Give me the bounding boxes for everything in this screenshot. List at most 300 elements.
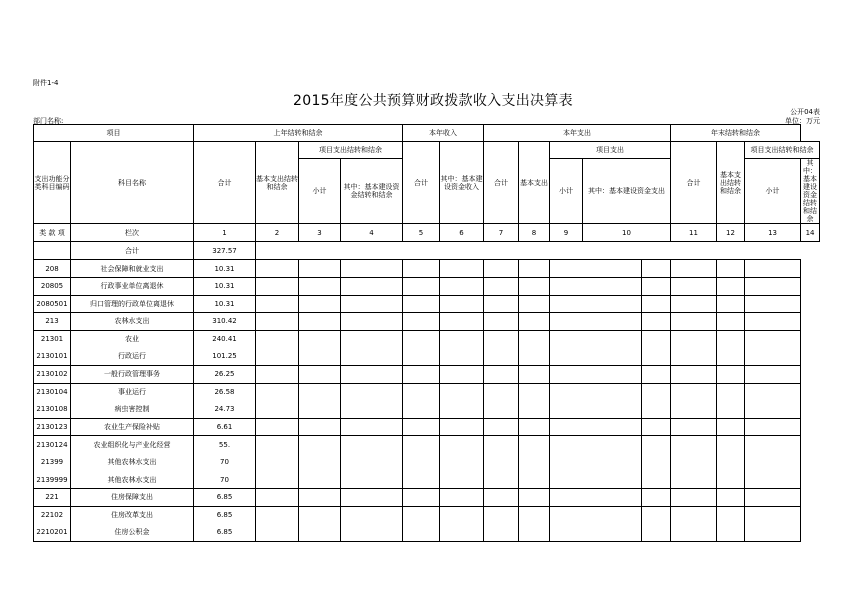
row-cell — [671, 383, 717, 401]
row-cell — [519, 383, 550, 401]
row-cell — [745, 524, 801, 542]
row-cell — [256, 506, 299, 524]
row-cell — [341, 506, 403, 524]
row-cell — [299, 277, 341, 295]
row-name: 事业运行 — [71, 383, 194, 401]
row-cell — [484, 436, 519, 454]
row-cell — [440, 471, 484, 489]
row-cell — [299, 489, 341, 507]
row-code: 2139999 — [34, 471, 71, 489]
row-cell — [403, 471, 440, 489]
header-prev-subtotal: 小计 — [299, 159, 341, 224]
row-cell — [550, 330, 642, 348]
row-cell — [550, 418, 642, 436]
row-cell — [642, 418, 671, 436]
row-cell — [745, 277, 801, 295]
row-cell — [341, 418, 403, 436]
row-cell — [745, 295, 801, 313]
row-cell — [519, 401, 550, 419]
row-cell — [717, 453, 745, 471]
col-number-3: 3 — [299, 224, 341, 242]
header-income-capital: 其中：基本建设资金收入 — [440, 142, 484, 224]
row-cell — [299, 348, 341, 366]
total-blank — [256, 242, 801, 260]
row-name: 其他农林水支出 — [71, 471, 194, 489]
row-cell — [256, 383, 299, 401]
row-cell — [745, 330, 801, 348]
row-name: 住房改革支出 — [71, 506, 194, 524]
row-cell — [440, 436, 484, 454]
table-row — [34, 453, 820, 471]
row-cell — [550, 489, 642, 507]
form-code: 公开04表 — [790, 108, 820, 116]
row-cell — [642, 348, 671, 366]
row-cell — [299, 260, 341, 278]
row-cell — [550, 348, 642, 366]
row-cell — [550, 506, 642, 524]
row-cell — [717, 524, 745, 542]
row-cell — [341, 453, 403, 471]
row-cell — [519, 453, 550, 471]
row-cell — [256, 524, 299, 542]
header-expense-project: 项目支出 — [550, 142, 671, 159]
row-cell — [717, 418, 745, 436]
row-cell — [745, 365, 801, 383]
table-row — [34, 295, 820, 313]
row-cell — [745, 383, 801, 401]
row-cell — [745, 260, 801, 278]
row-cell — [403, 506, 440, 524]
row-amount: 24.73 — [194, 401, 256, 419]
header-cur-income: 本年收入 — [403, 125, 484, 142]
row-cell — [717, 295, 745, 313]
row-cell — [745, 418, 801, 436]
row-cell — [299, 418, 341, 436]
row-code: 2080501 — [34, 295, 71, 313]
row-code: 2130102 — [34, 365, 71, 383]
row-cell — [550, 436, 642, 454]
header-end-balance: 年末结转和结余 — [671, 125, 801, 142]
row-cell — [671, 489, 717, 507]
row-cell — [299, 313, 341, 331]
row-cell — [440, 524, 484, 542]
row-amount: 6.61 — [194, 418, 256, 436]
row-cell — [671, 277, 717, 295]
row-cell — [440, 453, 484, 471]
unit-label: 单位：万元 — [785, 117, 820, 125]
row-code: 2130124 — [34, 436, 71, 454]
row-cell — [440, 260, 484, 278]
col-number-5: 5 — [403, 224, 440, 242]
row-cell — [671, 365, 717, 383]
total-amount: 327.57 — [194, 242, 256, 260]
row-cell — [341, 260, 403, 278]
row-cell — [671, 313, 717, 331]
table-row — [34, 489, 820, 507]
row-cell — [341, 365, 403, 383]
row-cell — [341, 436, 403, 454]
row-cell — [519, 524, 550, 542]
row-cell — [440, 365, 484, 383]
table-row — [34, 471, 820, 489]
header-project: 项目 — [34, 125, 194, 142]
table-row — [34, 330, 820, 348]
row-cell — [484, 453, 519, 471]
row-cell — [519, 506, 550, 524]
header-col-label: 栏次 — [71, 224, 194, 242]
row-name: 社会保障和就业支出 — [71, 260, 194, 278]
attachment-label: 附件1-4 — [33, 79, 59, 87]
row-cell — [745, 471, 801, 489]
row-amount: 10.31 — [194, 295, 256, 313]
row-cell — [671, 330, 717, 348]
row-cell — [642, 401, 671, 419]
row-code: 2210201 — [34, 524, 71, 542]
row-cell — [550, 383, 642, 401]
table-row — [34, 418, 820, 436]
total-label: 合计 — [71, 242, 194, 260]
row-cell — [256, 471, 299, 489]
row-cell — [299, 453, 341, 471]
row-cell — [519, 471, 550, 489]
col-number-4: 4 — [341, 224, 403, 242]
col-number-9: 9 — [550, 224, 583, 242]
row-cell — [341, 330, 403, 348]
row-cell — [717, 348, 745, 366]
row-cell — [550, 365, 642, 383]
row-cell — [299, 471, 341, 489]
row-cell — [484, 383, 519, 401]
header-prev-basic: 基本支出结转和结余 — [256, 142, 299, 224]
row-cell — [745, 489, 801, 507]
row-name: 归口管理的行政单位离退休 — [71, 295, 194, 313]
row-code: 21399 — [34, 453, 71, 471]
row-code: 208 — [34, 260, 71, 278]
row-cell — [484, 365, 519, 383]
table-row — [34, 277, 820, 295]
row-code: 2130104 — [34, 383, 71, 401]
row-cell — [642, 295, 671, 313]
col-number-7: 7 — [484, 224, 519, 242]
row-amount: 6.85 — [194, 506, 256, 524]
col-number-14: 14 — [801, 224, 820, 242]
row-cell — [403, 330, 440, 348]
row-name: 农业 — [71, 330, 194, 348]
row-cell — [484, 260, 519, 278]
row-code: 2130101 — [34, 348, 71, 366]
row-name: 病虫害控制 — [71, 401, 194, 419]
row-cell — [341, 401, 403, 419]
row-amount: 101.25 — [194, 348, 256, 366]
header-kind: 类 款 项 — [34, 224, 71, 242]
row-cell — [519, 330, 550, 348]
row-cell — [550, 295, 642, 313]
row-code: 221 — [34, 489, 71, 507]
row-cell — [256, 489, 299, 507]
row-cell — [642, 524, 671, 542]
row-cell — [550, 277, 642, 295]
row-cell — [440, 401, 484, 419]
row-cell — [299, 524, 341, 542]
row-cell — [299, 365, 341, 383]
col-number-1: 1 — [194, 224, 256, 242]
row-cell — [256, 348, 299, 366]
row-cell — [642, 365, 671, 383]
budget-table — [33, 124, 820, 542]
row-code: 22102 — [34, 506, 71, 524]
row-code: 2130108 — [34, 401, 71, 419]
row-cell — [341, 524, 403, 542]
row-cell — [484, 418, 519, 436]
row-cell — [671, 401, 717, 419]
row-cell — [717, 489, 745, 507]
row-cell — [642, 277, 671, 295]
col-number-8: 8 — [519, 224, 550, 242]
row-code: 213 — [34, 313, 71, 331]
row-cell — [256, 401, 299, 419]
row-cell — [671, 453, 717, 471]
row-cell — [519, 295, 550, 313]
row-amount: 70 — [194, 471, 256, 489]
row-cell — [256, 295, 299, 313]
row-cell — [403, 453, 440, 471]
row-cell — [671, 471, 717, 489]
row-cell — [484, 330, 519, 348]
header-expense-capital: 其中：基本建设资金支出 — [583, 159, 671, 224]
report-title: 2015年度公共预算财政拨款收入支出决算表 — [293, 93, 573, 109]
row-cell — [440, 295, 484, 313]
row-cell — [403, 401, 440, 419]
row-name: 其他农林水支出 — [71, 453, 194, 471]
row-cell — [717, 471, 745, 489]
table-row — [34, 506, 820, 524]
col-number-11: 11 — [671, 224, 717, 242]
row-cell — [717, 365, 745, 383]
row-cell — [484, 348, 519, 366]
table-row — [34, 260, 820, 278]
row-cell — [403, 313, 440, 331]
row-cell — [299, 295, 341, 313]
row-cell — [745, 436, 801, 454]
row-cell — [299, 330, 341, 348]
row-cell — [403, 418, 440, 436]
row-cell — [484, 401, 519, 419]
row-cell — [256, 436, 299, 454]
row-cell — [642, 489, 671, 507]
row-cell — [519, 489, 550, 507]
header-expense-total: 合计 — [484, 142, 519, 224]
header-expense-subtotal: 小计 — [550, 159, 583, 224]
row-cell — [671, 348, 717, 366]
row-cell — [440, 313, 484, 331]
header-prev-total: 合计 — [194, 142, 256, 224]
row-cell — [403, 383, 440, 401]
row-cell — [717, 313, 745, 331]
row-cell — [440, 277, 484, 295]
row-cell — [671, 524, 717, 542]
header-prev-capital: 其中：基本建设资金结转和结余 — [341, 159, 403, 224]
total-code — [34, 242, 71, 260]
row-cell — [403, 524, 440, 542]
row-amount: 6.85 — [194, 489, 256, 507]
row-code: 21301 — [34, 330, 71, 348]
table-row — [34, 401, 820, 419]
row-amount: 26.25 — [194, 365, 256, 383]
row-cell — [341, 489, 403, 507]
row-cell — [256, 365, 299, 383]
table-row — [34, 524, 820, 542]
row-cell — [403, 436, 440, 454]
row-cell — [341, 348, 403, 366]
table-row — [34, 436, 820, 454]
row-amount: 55. — [194, 436, 256, 454]
row-cell — [484, 313, 519, 331]
row-cell — [256, 453, 299, 471]
row-cell — [299, 401, 341, 419]
row-cell — [642, 330, 671, 348]
row-cell — [671, 295, 717, 313]
row-cell — [403, 277, 440, 295]
header-subject-name: 科目名称 — [71, 142, 194, 224]
row-name: 住房保障支出 — [71, 489, 194, 507]
row-cell — [717, 383, 745, 401]
row-cell — [440, 348, 484, 366]
header-end-basic: 基本支出结转和结余 — [717, 142, 745, 224]
row-cell — [341, 471, 403, 489]
row-cell — [745, 313, 801, 331]
row-cell — [403, 365, 440, 383]
row-cell — [642, 453, 671, 471]
row-cell — [671, 418, 717, 436]
col-number-12: 12 — [717, 224, 745, 242]
header-end-total: 合计 — [671, 142, 717, 224]
row-cell — [341, 383, 403, 401]
row-name: 农业生产保险补贴 — [71, 418, 194, 436]
row-cell — [519, 436, 550, 454]
row-cell — [745, 401, 801, 419]
row-cell — [671, 260, 717, 278]
row-cell — [440, 489, 484, 507]
row-cell — [519, 418, 550, 436]
row-cell — [550, 453, 642, 471]
row-cell — [440, 330, 484, 348]
row-cell — [440, 383, 484, 401]
row-name: 农林水支出 — [71, 313, 194, 331]
row-cell — [745, 348, 801, 366]
row-amount: 6.85 — [194, 524, 256, 542]
row-cell — [671, 436, 717, 454]
row-cell — [642, 260, 671, 278]
row-cell — [484, 506, 519, 524]
row-amount: 240.41 — [194, 330, 256, 348]
row-amount: 10.31 — [194, 260, 256, 278]
row-cell — [550, 313, 642, 331]
row-cell — [299, 436, 341, 454]
row-cell — [403, 295, 440, 313]
row-cell — [484, 277, 519, 295]
row-cell — [256, 418, 299, 436]
header-expense-basic: 基本支出 — [519, 142, 550, 224]
row-cell — [642, 436, 671, 454]
row-cell — [550, 401, 642, 419]
row-cell — [550, 524, 642, 542]
header-end-subtotal: 小计 — [745, 159, 801, 224]
row-amount: 70 — [194, 453, 256, 471]
col-number-2: 2 — [256, 224, 299, 242]
row-name: 一般行政管理事务 — [71, 365, 194, 383]
table-row — [34, 383, 820, 401]
row-name: 住房公积金 — [71, 524, 194, 542]
table-row — [34, 313, 820, 331]
row-cell — [440, 418, 484, 436]
row-cell — [256, 313, 299, 331]
header-end-capital: 其中：基本建设资金结转和结余 — [801, 159, 820, 224]
header-prev-project: 项目支出结转和结余 — [299, 142, 403, 159]
row-name: 行政事业单位离退休 — [71, 277, 194, 295]
row-cell — [299, 506, 341, 524]
row-cell — [484, 295, 519, 313]
row-cell — [642, 313, 671, 331]
header-end-project: 项目支出结转和结余 — [745, 142, 820, 159]
row-cell — [642, 506, 671, 524]
row-cell — [519, 277, 550, 295]
row-cell — [440, 506, 484, 524]
col-number-6: 6 — [440, 224, 484, 242]
row-cell — [717, 277, 745, 295]
row-code: 20805 — [34, 277, 71, 295]
row-cell — [519, 348, 550, 366]
row-cell — [341, 295, 403, 313]
row-cell — [550, 471, 642, 489]
row-amount: 26.58 — [194, 383, 256, 401]
header-cur-expense: 本年支出 — [484, 125, 671, 142]
row-cell — [519, 260, 550, 278]
row-cell — [403, 348, 440, 366]
header-prev-balance: 上年结转和结余 — [194, 125, 403, 142]
row-cell — [341, 277, 403, 295]
row-cell — [519, 365, 550, 383]
row-cell — [717, 260, 745, 278]
row-cell — [256, 277, 299, 295]
row-cell — [717, 436, 745, 454]
row-cell — [403, 260, 440, 278]
row-cell — [642, 471, 671, 489]
col-number-13: 13 — [745, 224, 801, 242]
row-cell — [484, 524, 519, 542]
header-income-total: 合计 — [403, 142, 440, 224]
row-name: 行政运行 — [71, 348, 194, 366]
table-row — [34, 348, 820, 366]
row-cell — [745, 506, 801, 524]
row-name: 农业组织化与产业化经营 — [71, 436, 194, 454]
row-cell — [642, 383, 671, 401]
department-label: 部门名称: — [33, 117, 64, 125]
row-cell — [717, 330, 745, 348]
row-cell — [484, 489, 519, 507]
row-cell — [519, 313, 550, 331]
row-cell — [550, 260, 642, 278]
row-cell — [484, 471, 519, 489]
row-amount: 10.31 — [194, 277, 256, 295]
header-func-code: 支出功能分类科目编码 — [34, 142, 71, 224]
row-cell — [256, 330, 299, 348]
row-cell — [745, 453, 801, 471]
row-cell — [341, 313, 403, 331]
row-cell — [299, 383, 341, 401]
row-cell — [403, 489, 440, 507]
table-row — [34, 365, 820, 383]
col-number-10: 10 — [583, 224, 671, 242]
